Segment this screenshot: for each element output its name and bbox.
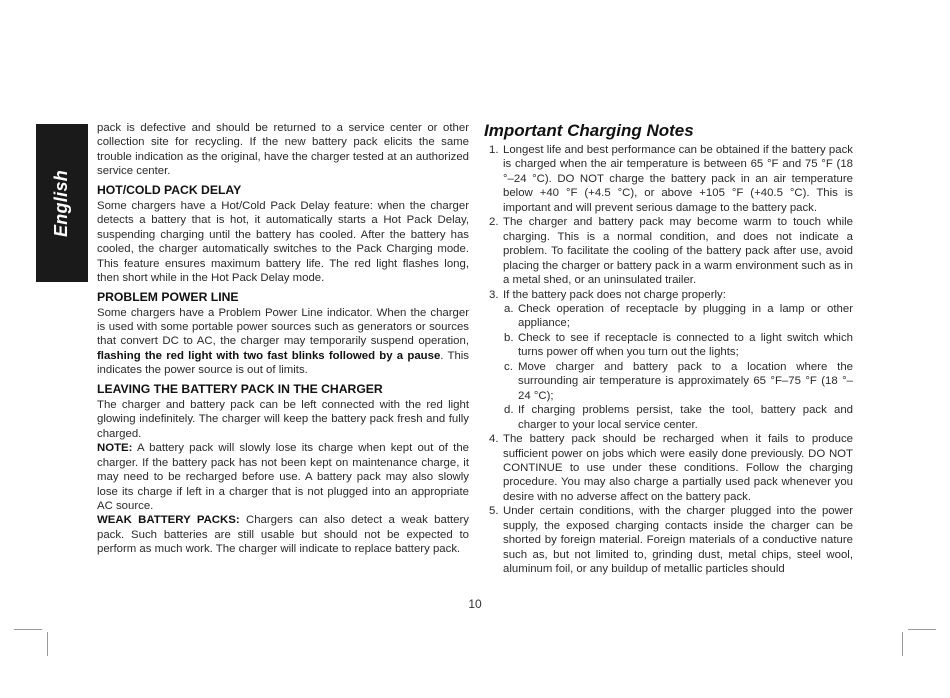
list-item-text: Under certain conditions, with the charger plugged into the power supply, the exposed charging contacts inside the charger can be shorted by foreign material. Foreign materials of a conductive nature such as, but not limited to, grinding dust, metal chips, steel wool, aluminum foil, or any buildup of metallic particles should	[503, 505, 853, 576]
list-item	[484, 143, 853, 215]
list-item-text: The battery pack should be recharged when it fails to produce sufficient power on jobs which were easily done previously. DO NOT CONTINUE to use under these conditions. Follow the charging procedure. You may also charge a partially used pack whenever you desire with no adverse affect on the battery pack.	[503, 433, 853, 503]
sub-list-item-letter: c.	[504, 360, 513, 373]
list-item	[484, 288, 853, 302]
list-item-number: 1.	[489, 144, 499, 156]
crop-mark-right-horizontal	[908, 629, 936, 630]
language-tab	[36, 124, 88, 282]
crop-mark-right-vertical	[902, 632, 903, 656]
right-column	[484, 121, 853, 577]
note-text: A battery pack will slowly lose its charge when kept out of the charger. If the battery pack has not been kept on maintenance charge, it may need to be recharged before use. A battery pack may also slowly lose its charge if left in a charger that is not plugged into an appropriate AC source.	[97, 442, 469, 512]
note-label: NOTE:	[97, 442, 133, 455]
leaving-heading: LEAVING THE BATTERY PACK IN THE CHARGER	[97, 381, 383, 396]
leaving-paragraph: The charger and battery pack can be left connected with the red light glowing indefinitely. The charger will keep the battery pack fresh and fully charged.	[97, 398, 469, 440]
hotcold-paragraph: Some chargers have a Hot/Cold Pack Delay feature: when the charger detects a battery that is hot, it automatically starts a Hot Pack Delay, suspending charging until the battery has cooled. After the battery has cooled, the charger automatically switches to the Pack Charging mode. This feature ensures maximum battery life. The red light flashes long, then short while in the Hot Pack Delay mode.	[97, 199, 469, 285]
power-line-text-b: . This indicates the power source is out of limits.	[97, 349, 469, 377]
list-item-text: If the battery pack does not charge properly:	[503, 288, 726, 301]
section-heading: Important Charging Notes	[484, 121, 694, 140]
left-column	[97, 121, 469, 557]
sub-list-item-text: Move charger and battery pack to a location where the surrounding air temperature is approximately 65 °F–75 °F (18 °–24 °C);	[518, 360, 853, 402]
sub-list-item-letter: b.	[504, 331, 514, 344]
sub-list-item	[484, 331, 853, 360]
list-item-number: 5.	[489, 505, 499, 518]
list-item-number: 3.	[489, 288, 499, 301]
power-line-paragraph	[97, 306, 469, 378]
sub-list-item	[484, 403, 853, 432]
list-item	[484, 215, 853, 287]
list-item-number: 4.	[489, 433, 499, 446]
list-item	[484, 432, 853, 504]
power-line-bold: flashing the red light with two fast blinks followed by a pause	[97, 349, 441, 362]
sub-list-item-text: If charging problems persist, take the tool, battery pack and charger to your local service center.	[518, 404, 853, 431]
sub-list-item-text: Check operation of receptacle by plugging in a lamp or other appliance;	[518, 302, 853, 330]
page-number: 10	[468, 597, 482, 611]
sub-list-item	[484, 302, 853, 331]
note-paragraph	[97, 441, 469, 513]
sub-list-item	[484, 360, 853, 403]
weak-pack-paragraph	[97, 513, 469, 556]
list-item-text: Longest life and best performance can be obtained if the battery pack is charged when the air temperature is between 65 °F and 75 °F (18 °–24 °C). DO NOT charge the battery pack in an air temperature below +40 °F (+4.5 °C), or above +105 °F (+40.5 °C). This is important and will prevent serious damage to the battery pack.	[503, 144, 853, 214]
list-item-number: 2.	[489, 216, 499, 229]
sub-list-item-letter: d.	[504, 404, 514, 417]
power-line-heading: PROBLEM POWER LINE	[97, 289, 239, 304]
list-item	[484, 504, 853, 576]
sub-list-item-text: Check to see if receptacle is connected to a light switch which turns power off when you turn out the lights;	[518, 331, 853, 359]
weak-pack-text: Chargers can also detect a weak battery pack. Such batteries are still usable but should not be expected to perform as much work. The charger will indicate to replace battery pack.	[97, 514, 469, 556]
sub-list-item-letter: a.	[504, 302, 514, 315]
weak-pack-label: WEAK BATTERY PACKS:	[97, 514, 240, 527]
power-line-text-a: Some chargers have a Problem Power Line indicator. When the charger is used with some portable power sources such as generators or sources that convert DC to AC, the charger may temporarily suspend operation,	[97, 306, 469, 348]
intro-paragraph: pack is defective and should be returned to a service center or other collection site for recycling. If the new battery pack elicits the same trouble indication as the original, have the charger tested at an authorized service center.	[97, 122, 469, 178]
hotcold-heading: HOT/COLD PACK DELAY	[97, 182, 242, 197]
list-item-text: The charger and battery pack may become warm to touch while charging. This is a normal condition, and does not indicate a problem. To facilitate the cooling of the battery pack after use, avoid placing the charger or battery pack in a warm environment such as in a metal shed, or an uninsulated trailer.	[503, 216, 853, 287]
crop-mark-left-vertical	[47, 632, 48, 656]
crop-mark-left-horizontal	[14, 629, 42, 630]
language-label: English	[51, 169, 72, 237]
